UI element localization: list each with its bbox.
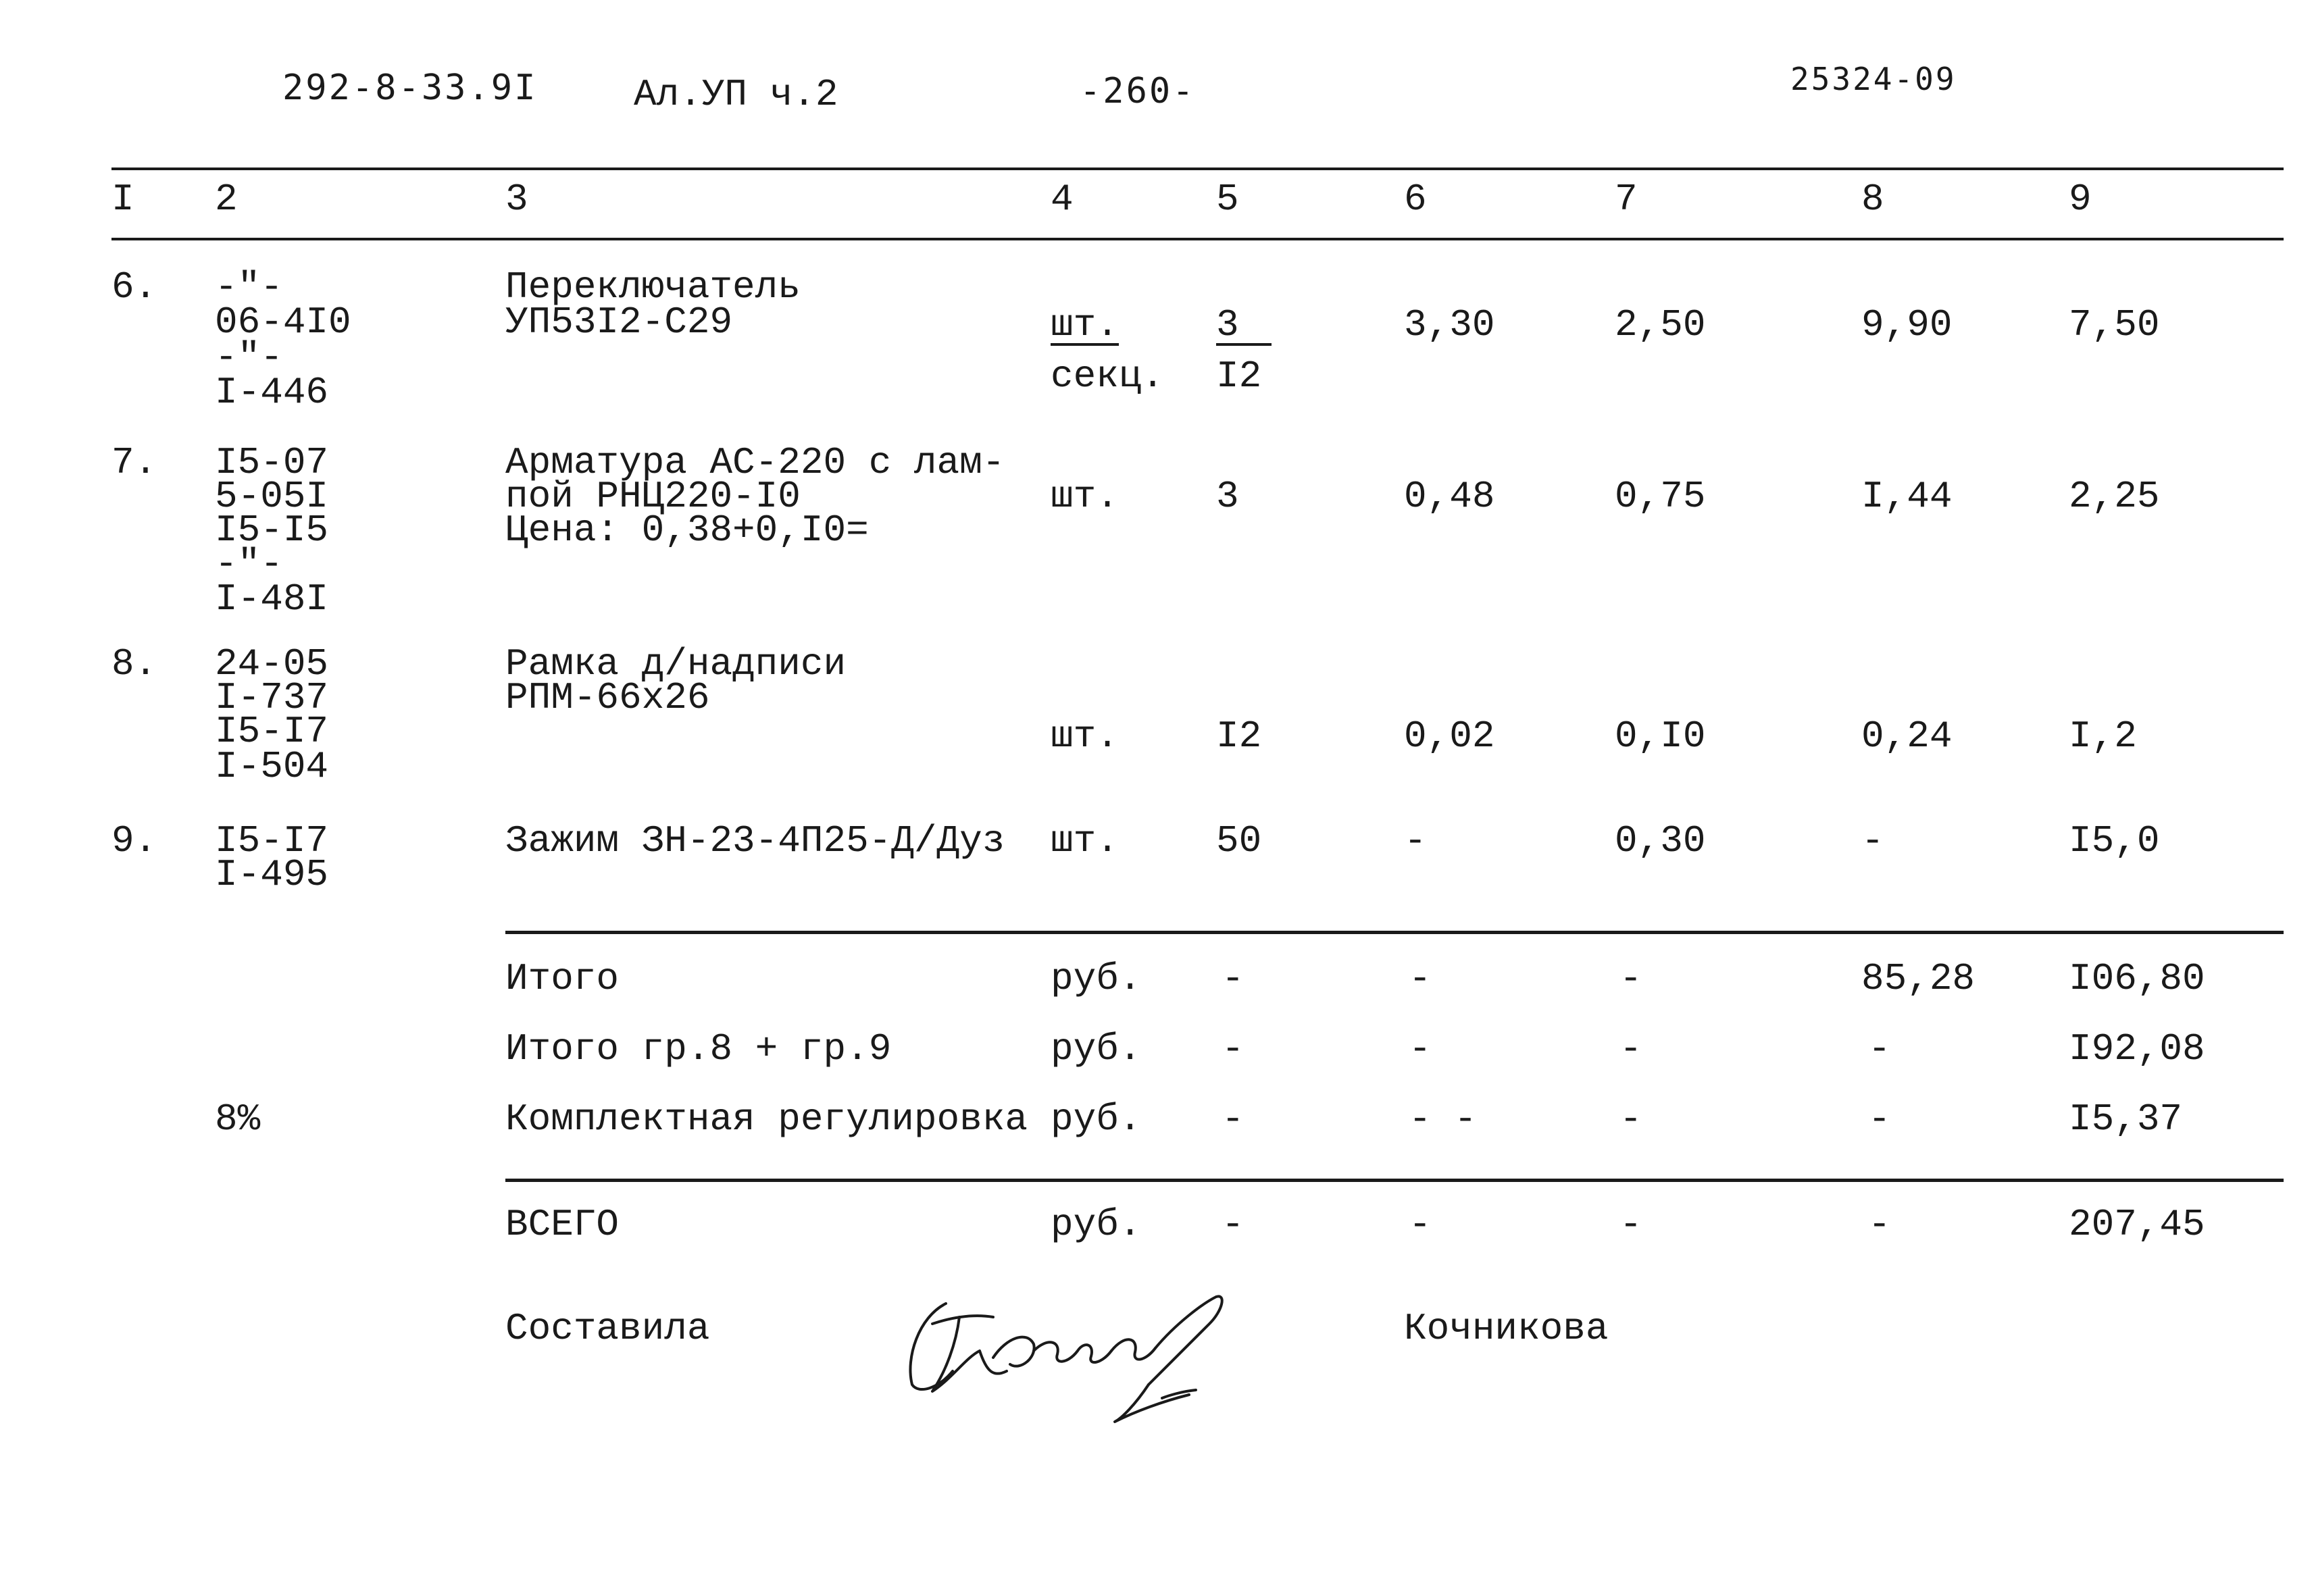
- row-unit: шт.: [1051, 819, 1119, 863]
- total-col8: 85,28: [1861, 957, 1976, 1000]
- row-col7: 2,50: [1615, 303, 1706, 346]
- row-name: пой РНЦ220-I0: [505, 475, 801, 518]
- row-number: 7.: [111, 441, 157, 484]
- column-header-9: 9: [2069, 178, 2092, 221]
- row-col7: 0,30: [1615, 819, 1706, 863]
- row-col8: -: [1861, 819, 1884, 863]
- row-code: I-504: [215, 745, 329, 788]
- row-code: 06-4I0: [215, 301, 351, 344]
- row-number: 6.: [111, 265, 157, 309]
- total-unit: руб.: [1051, 957, 1142, 1000]
- grand-total-col5: -: [1222, 1203, 1244, 1246]
- row-name: Цена: 0,38+0,I0=: [505, 509, 869, 552]
- column-header-6: 6: [1404, 178, 1427, 221]
- column-header-4: 4: [1051, 178, 1074, 221]
- compiler-name: Кочникова: [1404, 1307, 1609, 1350]
- page-number: -260-: [1080, 71, 1196, 111]
- row-number: 9.: [111, 819, 157, 863]
- row-quantity-secondary: I2: [1216, 355, 1262, 398]
- total-percent: 8%: [215, 1098, 261, 1141]
- row-name: Арматура АС-220 с лам-: [505, 441, 1005, 484]
- row-col9: 2,25: [2069, 475, 2160, 518]
- row-quantity: I2: [1216, 715, 1262, 758]
- grand-total-label: ВСЕГО: [505, 1203, 620, 1246]
- total-unit: руб.: [1051, 1098, 1142, 1141]
- column-header-7: 7: [1615, 178, 1638, 221]
- total-col6: -: [1409, 957, 1432, 1000]
- column-header-1: I: [111, 178, 134, 221]
- row-col7: 0,75: [1615, 475, 1706, 518]
- row-col8: 0,24: [1861, 715, 1953, 758]
- row-code: I-446: [215, 371, 329, 414]
- column-header-2: 2: [215, 178, 238, 221]
- row-code: I5-I5: [215, 509, 329, 552]
- row-code: 5-05I: [215, 475, 329, 518]
- row-code: -"-: [215, 336, 283, 379]
- row-col7: 0,I0: [1615, 715, 1706, 758]
- total-col8: -: [1868, 1027, 1891, 1071]
- row-name: РПМ-66х26: [505, 676, 710, 719]
- row-number: 8.: [111, 642, 157, 686]
- total-col9: I5,37: [2069, 1098, 2183, 1141]
- row-quantity: 3: [1216, 308, 1272, 346]
- row-name: УП53I2-C29: [505, 301, 733, 344]
- row-code: -"-: [215, 265, 283, 309]
- column-header-5: 5: [1216, 178, 1239, 221]
- row-col6: 0,02: [1404, 715, 1495, 758]
- row-code: I-495: [215, 853, 329, 896]
- row-col6: 3,30: [1404, 303, 1495, 346]
- row-unit: шт.: [1051, 303, 1119, 346]
- row-quantity: 50: [1216, 819, 1262, 863]
- row-unit-secondary: секц.: [1051, 355, 1165, 398]
- row-code: I5-I7: [215, 710, 329, 753]
- row-code: I5-I7: [215, 819, 329, 863]
- grand-total-col8: -: [1868, 1203, 1891, 1246]
- row-col9: I,2: [2069, 715, 2137, 758]
- grand-total-col7: -: [1619, 1203, 1642, 1246]
- total-col8: -: [1868, 1098, 1891, 1141]
- total-col7: -: [1619, 1098, 1642, 1141]
- total-col9: I06,80: [2069, 957, 2205, 1000]
- total-label: Итого гр.8 + гр.9: [505, 1027, 892, 1071]
- row-code: I5-07: [215, 441, 329, 484]
- grand-total-rule: [505, 1179, 2284, 1182]
- column-header-8: 8: [1861, 178, 1884, 221]
- row-name: Переключатель: [505, 265, 801, 309]
- total-label: Комплектная регулировка: [505, 1098, 1028, 1141]
- total-col6: -: [1409, 1027, 1432, 1071]
- document-code: 292-8-33.9I: [282, 68, 538, 108]
- row-code: -"-: [215, 542, 283, 586]
- row-name: Рамка д/надписи: [505, 642, 847, 686]
- inventory-number: 25324-09: [1790, 61, 1957, 97]
- total-label: Итого: [505, 957, 620, 1000]
- header-bottom-rule: [111, 238, 2284, 240]
- total-col9: I92,08: [2069, 1027, 2205, 1071]
- grand-total-unit: руб.: [1051, 1203, 1142, 1246]
- grand-total-col6: -: [1409, 1203, 1432, 1246]
- total-col5: -: [1222, 957, 1244, 1000]
- row-code: I-737: [215, 676, 329, 719]
- row-col8: 9,90: [1861, 303, 1953, 346]
- compiled-by-label: Составила: [505, 1307, 710, 1350]
- row-code: 24-05: [215, 642, 329, 686]
- grand-total-col9: 207,45: [2069, 1203, 2205, 1246]
- album-reference: Ал.УП ч.2: [634, 73, 838, 116]
- row-col9: I5,0: [2069, 819, 2160, 863]
- row-col6: 0,48: [1404, 475, 1495, 518]
- column-header-3: 3: [505, 178, 528, 221]
- total-col6: - -: [1409, 1098, 1477, 1141]
- row-unit: шт.: [1051, 475, 1119, 518]
- header-top-rule: [111, 168, 2284, 170]
- total-col7: -: [1619, 957, 1642, 1000]
- row-col6: -: [1404, 819, 1427, 863]
- total-unit: руб.: [1051, 1027, 1142, 1071]
- total-col5: -: [1222, 1098, 1244, 1141]
- row-quantity: 3: [1216, 475, 1239, 518]
- row-col8: I,44: [1861, 475, 1953, 518]
- row-name: Зажим ЗН-23-4П25-Д/Дуз: [505, 819, 1005, 863]
- total-col5: -: [1222, 1027, 1244, 1071]
- row-code: I-48I: [215, 577, 329, 621]
- signature-image: [892, 1277, 1270, 1439]
- total-col7: -: [1619, 1027, 1642, 1071]
- row-col9: 7,50: [2069, 303, 2160, 346]
- row-unit: шт.: [1051, 715, 1119, 758]
- totals-rule: [505, 931, 2284, 934]
